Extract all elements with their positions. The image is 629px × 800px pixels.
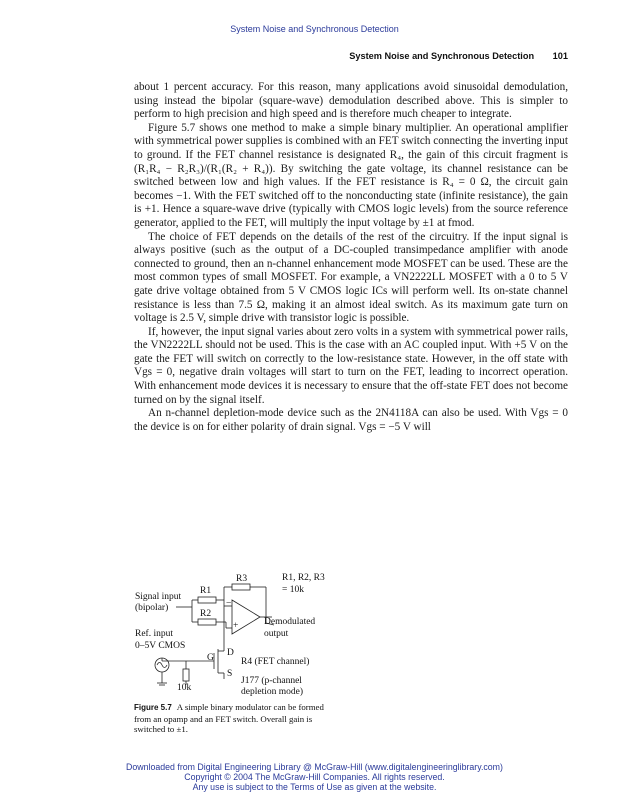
gate-resistor-label: 10k [177,683,192,693]
r3-label: R3 [236,574,248,584]
figure-caption [134,702,334,735]
minus-label: − [226,599,232,609]
fet-mode-label: depletion mode) [241,687,303,697]
running-head [134,51,568,61]
paragraph-1: about 1 percent accuracy. For this reason, many applications avoid sinusoidal demodulation, using instead the bipolar (square-wave) demodulation described above. This is simpler to perform to high precision and high speed and is therefore much cheaper to integrate. [134,81,568,121]
paragraph-2: Figure 5.7 shows one method to make a simple binary multiplier. An operational amplifier with symmetrical power supplies is combined with an FET switch connecting the inverting input to ground. If the FET channel resistance is designated R₄, the gain of this circuit fragment is (R₁R₄ − R₂R₃)/(R₁(R₂ + R₄)). By switching the gate voltage, its channel resistance can be switched between low and high values. If the FET resistance is R₄ = 0 Ω, the circuit gain becomes −1. With the FET switched off to the nonconducting state (infinite resistance), the gain is +1. Hence a square-wave drive (typically with CMOS logic levels) from the source reference generator, applied to the FET, will multiply the input voltage by ±1 at fmod. [134,121,568,229]
caption-label: Figure 5.7 [134,703,172,712]
signal-input-label: Signal input [135,592,182,602]
paragraph-5: An n-channel depletion-mode device such as the 2N4118A can also be used. With Vgs = 0 the device is on for either polarity of drain signal. Vgs = −5 V will [134,407,568,433]
paragraph-3: The choice of FET depends on the details of the rest of the circuitry. If the input signal is always positive (such as the output of a DC-coupled transimpedance amplifier with anode connected to ground, then an n-channel enhancement mode MOSFET can be used. These are the most common types of small MOSFET. For example, a VN2222LL MOSFET with a 0 to 5 V gate drive voltage obtained from 5 V CMOS logic ICs will perform well. Its on-state channel resistance is less than 7.5 Ω, making it an almost ideal switch. As its maximum gate turn on voltage is 2.5 V, simple drive with transistor logic is possible. [134,230,568,325]
resistor-values-label: R1, R2, R3 [282,573,325,583]
ref-input-label: Ref. input [135,629,173,639]
ref-level-label: 0–5V CMOS [135,641,186,651]
demodulated-label: Demodulated [264,617,316,627]
r2-label: R2 [200,609,212,619]
top-banner: System Noise and Synchronous Detection [230,24,399,34]
page-number: 101 [552,51,568,61]
gate-label: G [207,653,214,663]
r1-label: R1 [200,586,212,596]
footer-line-2: Copyright © 2004 The McGraw-Hill Companies. All rights reserved. [184,772,445,782]
r1-resistor [198,597,216,603]
fet-part-label: J177 (p-channel [241,676,302,686]
plus-label: + [233,621,239,631]
r4-label: R4 (FET channel) [241,657,310,667]
source-label: S [227,669,233,679]
footer-line-1[interactable]: Downloaded from Digital Engineering Library @ McGraw-Hill (www.digitalengineeringlibrary.com) [126,762,503,772]
drain-label: D [227,648,234,658]
caption-text: A simple binary modulator can be formed from an opamp and an FET switch. Overall gain is switched to ±1. [134,702,324,735]
running-title: System Noise and Synchronous Detection [349,51,535,61]
figure-5-7 [134,573,374,703]
paragraph-4: If, however, the input signal varies about zero volts in a system with symmetrical power rails, the VN2222LL should not be used. This is the case with an AC coupled input. With +5 V on the gate the FET will switch on correctly to the low-resistance state. However, in the off state with Vgs = 0, negative drain voltages will start to turn on the FET, leading to incorrect operation. With enhancement mode devices it is necessary to ensure that the off-state FET does not become turned on by the signal itself. [134,325,568,406]
gate-resistor [183,669,189,681]
bipolar-label: (bipolar) [135,603,169,613]
footer [0,762,629,792]
footer-line-3: Any use is subject to the Terms of Use as given at the website. [192,782,437,792]
output-label: output [264,629,289,639]
body-text [134,81,568,434]
resistor-value-label: = 10k [282,585,304,595]
